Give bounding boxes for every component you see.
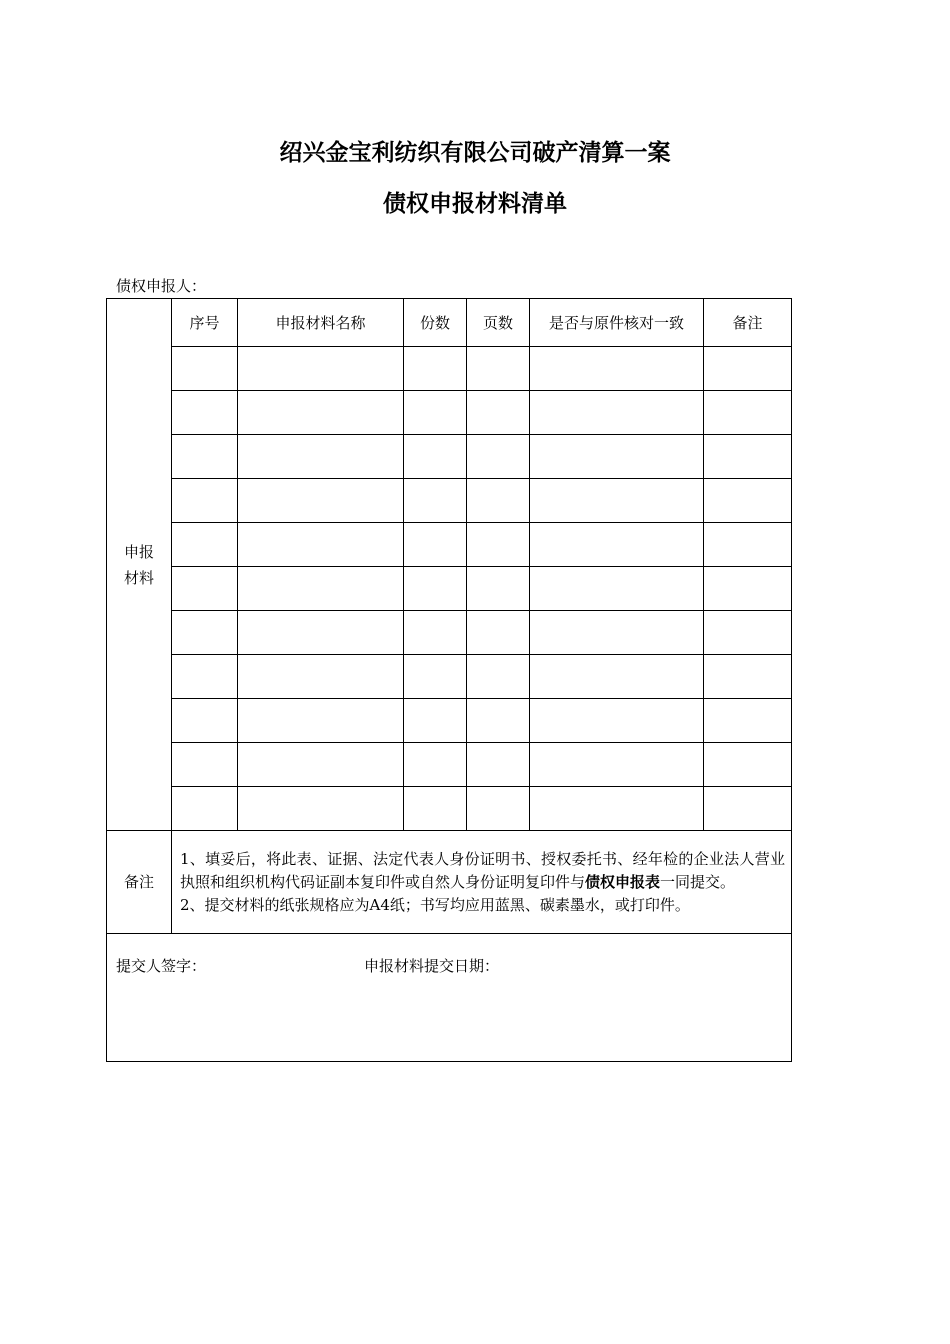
cell-verified bbox=[530, 743, 704, 787]
materials-table bbox=[106, 298, 792, 1062]
cell-remarks bbox=[704, 523, 792, 567]
cell-pages bbox=[467, 655, 530, 699]
header-remarks: 备注 bbox=[704, 299, 792, 347]
cell-copies bbox=[404, 567, 467, 611]
table-row bbox=[107, 567, 792, 611]
document-subtitle: 债权申报材料清单 bbox=[383, 191, 567, 217]
cell-remarks bbox=[704, 611, 792, 655]
cell-copies bbox=[404, 347, 467, 391]
cell-copies bbox=[404, 655, 467, 699]
header-serial: 序号 bbox=[172, 299, 238, 347]
cell-serial bbox=[172, 479, 238, 523]
signature-label: 提交人签字： bbox=[116, 957, 207, 975]
cell-serial bbox=[172, 391, 238, 435]
cell-copies bbox=[404, 611, 467, 655]
cell-remarks bbox=[704, 567, 792, 611]
table-row bbox=[107, 391, 792, 435]
cell-verified bbox=[530, 787, 704, 831]
cell-remarks bbox=[704, 787, 792, 831]
cell-copies bbox=[404, 435, 467, 479]
cell-copies bbox=[404, 743, 467, 787]
cell-verified bbox=[530, 611, 704, 655]
submission-date-label: 申报材料提交日期： bbox=[364, 957, 500, 975]
cell-copies bbox=[404, 479, 467, 523]
applicant-label: 债权申报人： bbox=[116, 277, 207, 295]
header-copies: 份数 bbox=[404, 299, 467, 347]
cell-verified bbox=[530, 347, 704, 391]
table-row bbox=[107, 655, 792, 699]
document-title: 绍兴金宝利纺织有限公司破产清算一案 bbox=[279, 140, 671, 166]
cell-remarks bbox=[704, 479, 792, 523]
table-row bbox=[107, 743, 792, 787]
cell-material-name bbox=[238, 787, 404, 831]
cell-serial bbox=[172, 347, 238, 391]
table-row bbox=[107, 435, 792, 479]
cell-material-name bbox=[238, 435, 404, 479]
note-2: 2、提交材料的纸张规格应为A4纸；书写均应用蓝黑、碳素墨水，或打印件。 bbox=[180, 895, 690, 914]
table-row bbox=[107, 787, 792, 831]
cell-pages bbox=[467, 787, 530, 831]
cell-serial bbox=[172, 523, 238, 567]
header-pages: 页数 bbox=[467, 299, 530, 347]
header-material-name: 申报材料名称 bbox=[238, 299, 404, 347]
cell-remarks bbox=[704, 391, 792, 435]
cell-material-name bbox=[238, 347, 404, 391]
cell-remarks bbox=[704, 347, 792, 391]
table-header-row bbox=[107, 299, 792, 347]
cell-pages bbox=[467, 611, 530, 655]
cell-material-name bbox=[238, 743, 404, 787]
cell-verified bbox=[530, 567, 704, 611]
cell-material-name bbox=[238, 479, 404, 523]
table-row bbox=[107, 699, 792, 743]
cell-remarks bbox=[704, 743, 792, 787]
cell-copies bbox=[404, 391, 467, 435]
cell-material-name bbox=[238, 699, 404, 743]
cell-serial bbox=[172, 787, 238, 831]
cell-serial bbox=[172, 435, 238, 479]
cell-pages bbox=[467, 435, 530, 479]
cell-remarks bbox=[704, 655, 792, 699]
cell-material-name bbox=[238, 523, 404, 567]
cell-verified bbox=[530, 699, 704, 743]
cell-pages bbox=[467, 479, 530, 523]
cell-serial bbox=[172, 743, 238, 787]
cell-serial bbox=[172, 655, 238, 699]
table-row bbox=[107, 347, 792, 391]
cell-serial bbox=[172, 611, 238, 655]
cell-pages bbox=[467, 567, 530, 611]
cell-verified bbox=[530, 523, 704, 567]
note-1: 1、填妥后，将此表、证据、法定代表人身份证明书、授权委托书、经年检的企业法人营业执照和组织机构代码证副本复印件或自然人身份证明复印件与债权申报表一同提交。 bbox=[180, 849, 785, 891]
notes-content bbox=[172, 831, 792, 934]
cell-pages bbox=[467, 391, 530, 435]
section-label-materials: 申报 材料 bbox=[107, 299, 172, 831]
cell-pages bbox=[467, 699, 530, 743]
table-row bbox=[107, 523, 792, 567]
header-verified: 是否与原件核对一致 bbox=[530, 299, 704, 347]
signature-row bbox=[107, 934, 792, 1062]
cell-verified bbox=[530, 655, 704, 699]
cell-copies bbox=[404, 699, 467, 743]
table-row bbox=[107, 611, 792, 655]
notes-label: 备注 bbox=[107, 831, 172, 934]
cell-remarks bbox=[704, 699, 792, 743]
cell-material-name bbox=[238, 655, 404, 699]
cell-verified bbox=[530, 391, 704, 435]
signature-cell bbox=[107, 934, 792, 1062]
cell-pages bbox=[467, 347, 530, 391]
cell-remarks bbox=[704, 435, 792, 479]
cell-pages bbox=[467, 743, 530, 787]
cell-copies bbox=[404, 523, 467, 567]
cell-material-name bbox=[238, 391, 404, 435]
cell-verified bbox=[530, 479, 704, 523]
cell-material-name bbox=[238, 567, 404, 611]
cell-verified bbox=[530, 435, 704, 479]
cell-serial bbox=[172, 699, 238, 743]
cell-serial bbox=[172, 567, 238, 611]
table-row bbox=[107, 479, 792, 523]
cell-material-name bbox=[238, 611, 404, 655]
notes-row bbox=[107, 831, 792, 934]
cell-pages bbox=[467, 523, 530, 567]
cell-copies bbox=[404, 787, 467, 831]
